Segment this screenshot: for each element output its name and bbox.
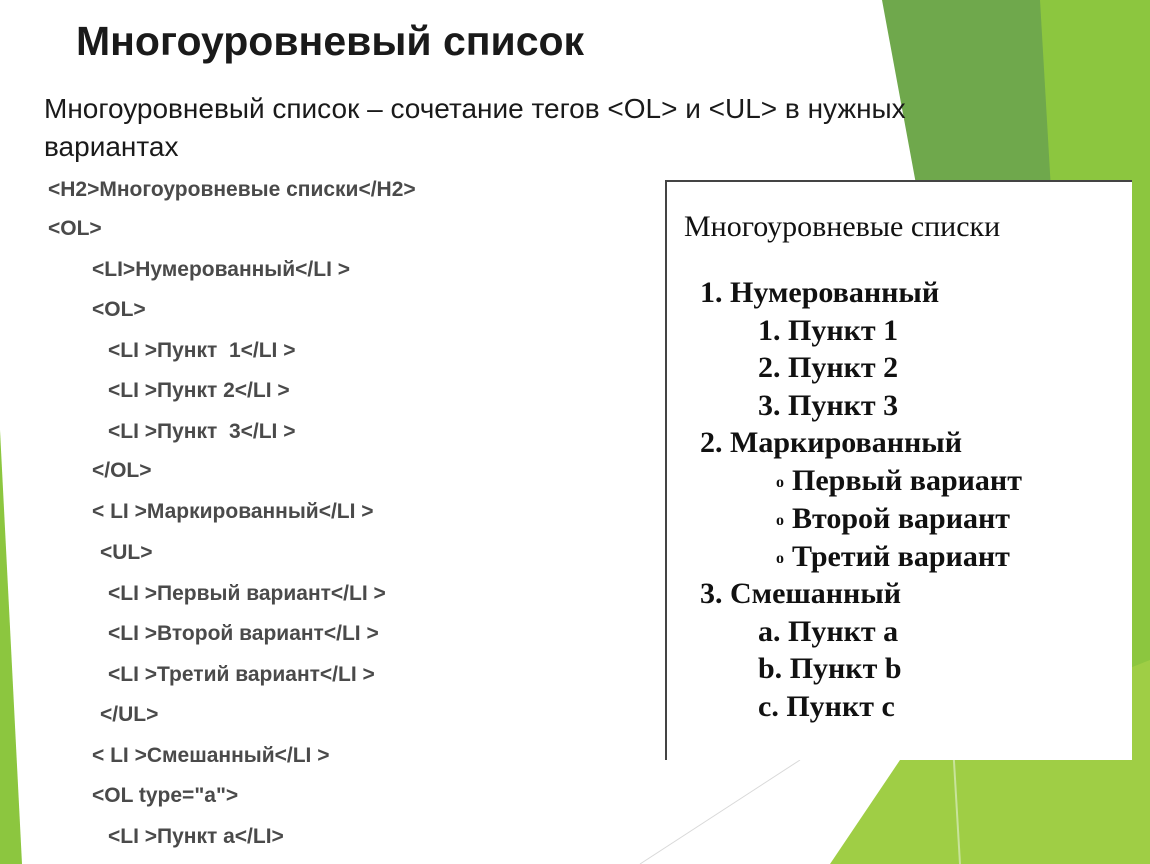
slide-title: Многоуровневый список [76, 18, 585, 64]
code-line: <LI >Пункт 1</LI > [108, 339, 296, 362]
list-item-text: Пункт a [788, 615, 899, 648]
list-item-text: Первый вариант [792, 464, 1022, 497]
list-item-text: Нумерованный [730, 276, 940, 309]
list-item [758, 689, 895, 725]
list-item [758, 651, 902, 687]
code-line: </OL> [92, 459, 152, 482]
list-item [700, 576, 901, 612]
list-bullet: o [776, 550, 784, 567]
list-item [700, 275, 939, 311]
list-item-text: Пункт 3 [788, 389, 899, 422]
code-line: <LI >Первый вариант</LI > [108, 582, 386, 605]
list-marker: 2. [700, 426, 723, 459]
code-line: <OL> [92, 298, 146, 321]
list-item-text: Смешанный [730, 577, 902, 610]
list-bullet: o [776, 512, 784, 529]
list-marker: 1. [700, 276, 723, 309]
list-item-text: Маркированный [730, 426, 962, 459]
green-band-left [0, 430, 22, 864]
list-item [700, 425, 962, 461]
list-bullet: o [776, 474, 784, 491]
list-marker: b. [758, 652, 783, 685]
code-line: <LI >Второй вариант</LI > [108, 622, 379, 645]
code-line: </UL> [100, 703, 159, 726]
code-line: <OL> [48, 217, 102, 240]
list-item-text: Третий вариант [792, 540, 1010, 573]
list-marker: 3. [758, 389, 781, 422]
code-line: < LI >Смешанный</LI > [92, 744, 330, 767]
list-marker: 2. [758, 351, 781, 384]
list-item-text: Пункт b [789, 652, 902, 685]
code-line: <OL type="a"> [92, 784, 239, 807]
list-item-text: Пункт 2 [788, 351, 899, 384]
list-item [776, 539, 1010, 577]
list-marker: 1. [758, 314, 781, 347]
code-line: <UL> [100, 541, 153, 564]
list-item-text: Пункт c [786, 690, 895, 723]
code-line: < LI >Маркированный</LI > [92, 500, 374, 523]
rendered-heading: Многоуровневые списки [684, 210, 1001, 243]
list-item [776, 463, 1022, 501]
list-marker: 3. [700, 577, 723, 610]
list-item [776, 501, 1010, 539]
list-marker: c. [758, 690, 779, 723]
code-line: <LI >Третий вариант</LI > [108, 663, 375, 686]
subtitle: Многоуровневый список – сочетание тегов <OL> и <UL> в нужных вариантах [44, 93, 906, 162]
list-item [758, 350, 898, 386]
thin-line-bottom [640, 760, 800, 864]
code-line: <LI >Пункт 3</LI > [108, 420, 296, 443]
list-item [758, 614, 898, 650]
code-line: <LI >Пункт a</LI> [108, 825, 284, 848]
code-line: <LI>Нумерованный</LI > [92, 258, 351, 281]
list-marker: a. [758, 615, 781, 648]
rendered-output-panel [665, 180, 1132, 760]
list-item [758, 313, 898, 349]
code-line: <LI >Пункт 2</LI > [108, 379, 290, 402]
list-item [758, 388, 898, 424]
list-item-text: Второй вариант [792, 502, 1011, 535]
list-item-text: Пункт 1 [788, 314, 899, 347]
code-line: <H2>Многоуровневые списки</H2> [48, 178, 416, 201]
